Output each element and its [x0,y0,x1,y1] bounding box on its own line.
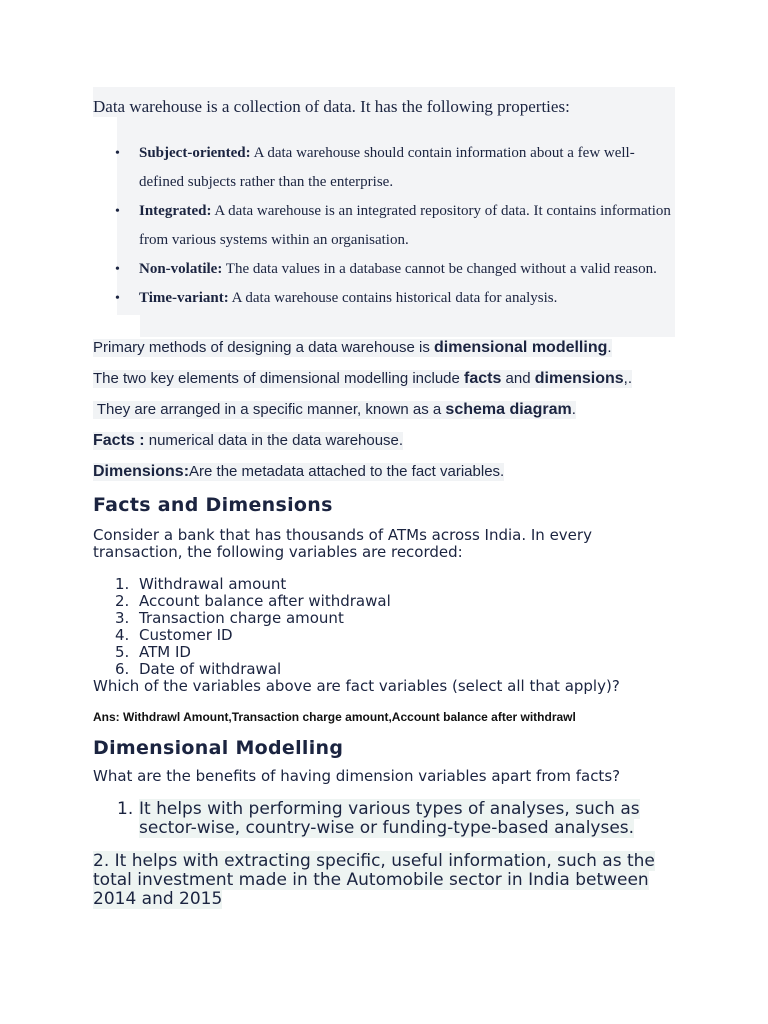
list-number: 5. [115,643,130,661]
schema-paragraph [93,401,576,419]
variable-label: ATM ID [139,643,191,661]
benefits-list [93,800,673,838]
elements-mid: and [501,370,535,387]
methods-bold: dimensional modelling [434,339,608,356]
property-term: Subject-oriented: [139,145,251,161]
list-number: 6. [115,660,130,678]
facts-term: Facts : [93,432,145,449]
property-text: The data values in a database cannot be changed without a valid reason. [222,261,657,277]
facts-definition [93,432,403,450]
benefit-two-text: 2. It helps with extracting specific, useful information, such as the total investment made in the Automobile sector in India between 2014 and 2015 [93,851,655,909]
schema-suffix: . [571,401,576,418]
list-number: 1. [117,799,134,819]
property-text: A data warehouse is an integrated repository of data. It contains information from various systems within an organisation. [139,203,671,248]
methods-prefix: Primary methods of designing a data warehouse is [93,339,435,356]
list-number: 4. [115,626,130,644]
fact-question: Which of the variables above are fact variables (select all that apply)? [93,677,620,695]
list-item [93,800,673,838]
variable-label: Account balance after withdrawal [139,592,391,610]
list-item [93,610,391,627]
dimensions-definition [93,463,504,481]
bank-paragraph: Consider a bank that has thousands of ATMs across India. In every transaction, the following variables are recorded: [93,526,592,561]
benefit-two-paragraph [93,852,683,909]
elements-dimensions: dimensions [534,370,624,387]
list-item [93,197,679,255]
list-number: 2. [115,592,130,610]
property-term: Time-variant: [139,290,229,306]
list-item [93,593,391,610]
elements-prefix: The two key elements of dimensional modelling include [93,370,465,387]
list-number: 3. [115,609,130,627]
benefit-text: It helps with performing various types of analyses, such as sector-wise, country-wise or funding-type-based analyses. [139,799,640,838]
property-text: A data warehouse contains historical data for analysis. [228,290,558,306]
heading-facts-and-dimensions: Facts and Dimensions [93,494,333,516]
variable-label: Date of withdrawal [139,660,282,678]
benefits-question: What are the benefits of having dimension variables apart from facts? [93,767,621,785]
variables-list [93,576,391,678]
schema-prefix: They are arranged in a specific manner, known as a [93,401,446,418]
heading-dimensional-modelling: Dimensional Modelling [93,737,344,759]
list-item [93,627,391,644]
list-item [93,576,391,593]
list-item [93,644,391,661]
block-indent-bottom [93,315,140,337]
methods-suffix: . [607,339,612,356]
variable-label: Transaction charge amount [139,609,344,627]
properties-block [93,87,675,337]
variable-label: Withdrawal amount [139,575,287,593]
list-item [93,255,679,284]
list-item [93,284,679,313]
elements-facts: facts [464,370,502,387]
list-item [93,661,391,678]
property-text: A data warehouse should contain information about a few well-defined subjects rather than the enterprise. [139,145,635,190]
property-term: Integrated: [139,203,212,219]
schema-bold: schema diagram [445,401,572,418]
facts-text: numerical data in the data warehouse. [144,432,404,449]
elements-paragraph [93,370,632,388]
properties-list [93,139,679,313]
property-term: Non-volatile: [139,261,223,277]
answer-line: Ans: Withdrawl Amount,Transaction charge amount,Account balance after withdrawl [93,710,576,724]
dimensions-term: Dimensions: [93,463,190,480]
list-number: 1. [115,575,130,593]
dimensions-text: Are the metadata attached to the fact variables. [189,463,505,480]
elements-suffix: ,. [623,370,633,387]
methods-paragraph [93,339,612,357]
variable-label: Customer ID [139,626,233,644]
list-item [93,139,679,197]
intro-sentence: Data warehouse is a collection of data. It has the following properties: [93,97,570,116]
